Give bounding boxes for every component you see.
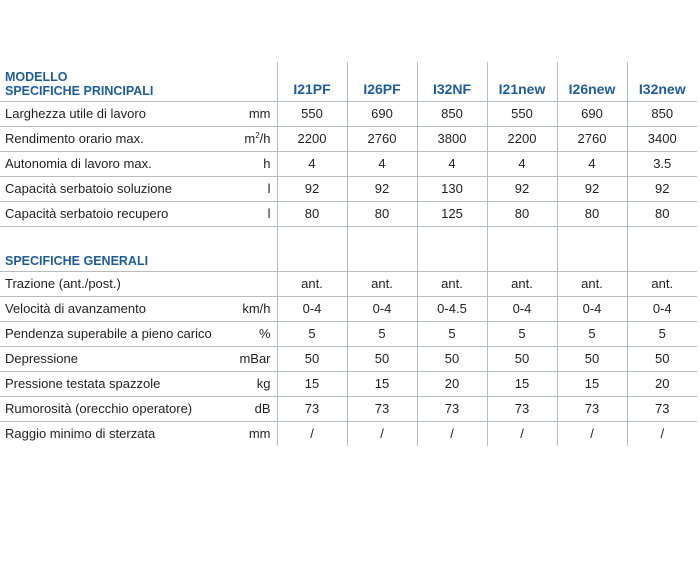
spec-value: 92	[627, 177, 697, 202]
spec-unit: km/h	[216, 297, 277, 322]
spec-value: 2200	[277, 127, 347, 152]
spec-value: 15	[347, 372, 417, 397]
section-title-general: SPECIFICHE GENERALI	[0, 248, 277, 272]
spacer-cell	[347, 248, 417, 272]
spacer-cell	[277, 248, 347, 272]
unit-rest: /h	[259, 131, 271, 146]
spec-unit: l	[216, 202, 277, 227]
spec-value: 50	[487, 347, 557, 372]
spec-row	[0, 322, 697, 347]
model-name: I26new	[557, 62, 627, 102]
spec-value: 690	[557, 102, 627, 127]
spec-unit	[216, 127, 277, 152]
spec-value: 50	[417, 347, 487, 372]
spec-value: 5	[347, 322, 417, 347]
spacer-cell	[347, 227, 417, 249]
spec-value: /	[487, 422, 557, 447]
spec-value: 50	[277, 347, 347, 372]
spec-value: ant.	[417, 272, 487, 297]
spec-value: 73	[417, 397, 487, 422]
spec-row	[0, 127, 697, 152]
spec-value: 850	[417, 102, 487, 127]
spec-row	[0, 347, 697, 372]
spec-value: 3400	[627, 127, 697, 152]
spec-value: 4	[487, 152, 557, 177]
header-row	[0, 62, 697, 102]
spec-value: 20	[417, 372, 487, 397]
spec-unit	[216, 272, 277, 297]
spec-value: /	[277, 422, 347, 447]
model-name: I21new	[487, 62, 557, 102]
spacer-cell	[627, 227, 697, 249]
spec-row	[0, 177, 697, 202]
spec-row	[0, 372, 697, 397]
spec-value: 0-4	[557, 297, 627, 322]
spec-unit: mm	[248, 426, 271, 441]
spec-row	[0, 102, 697, 127]
spec-value: 73	[347, 397, 417, 422]
spec-value: 3800	[417, 127, 487, 152]
spec-row	[0, 397, 697, 422]
spec-value: 73	[627, 397, 697, 422]
spec-value: 80	[487, 202, 557, 227]
spec-value: 5	[417, 322, 487, 347]
spec-value: 50	[347, 347, 417, 372]
spec-label: Rendimento orario max.	[0, 127, 216, 152]
spec-row	[0, 152, 697, 177]
spacer-cell	[417, 248, 487, 272]
spec-row	[0, 422, 697, 447]
spec-value: 550	[277, 102, 347, 127]
spacer-cell	[487, 248, 557, 272]
spec-label: Trazione (ant./post.)	[0, 272, 216, 297]
spacer-cell	[0, 227, 277, 249]
spec-value: 4	[347, 152, 417, 177]
spec-value: ant.	[487, 272, 557, 297]
spec-value: 2200	[487, 127, 557, 152]
spec-value: 80	[277, 202, 347, 227]
unit-base: m	[244, 131, 256, 146]
spec-unit: kg	[216, 372, 277, 397]
spec-table	[0, 62, 697, 446]
spec-value: 92	[347, 177, 417, 202]
spec-unit: h	[216, 152, 277, 177]
spec-value: 50	[627, 347, 697, 372]
spec-value: 0-4.5	[417, 297, 487, 322]
spec-value: 15	[487, 372, 557, 397]
spec-label: Rumorosità (orecchio operatore)	[0, 397, 216, 422]
spec-value: 0-4	[347, 297, 417, 322]
spec-value: 0-4	[487, 297, 557, 322]
spec-value: 15	[277, 372, 347, 397]
spacer-cell	[277, 227, 347, 249]
spec-unit: l	[216, 177, 277, 202]
spec-value: 125	[417, 202, 487, 227]
spec-unit: %	[216, 322, 277, 347]
spec-value: 50	[557, 347, 627, 372]
model-name: I21PF	[277, 62, 347, 102]
spacer-cell	[627, 248, 697, 272]
spec-value: 130	[417, 177, 487, 202]
spec-label: Pendenza superabile a pieno carico	[0, 322, 216, 347]
spec-label: Velocità di avanzamento	[0, 297, 216, 322]
spacer-cell	[487, 227, 557, 249]
spec-value: 3.5	[627, 152, 697, 177]
spec-value: /	[627, 422, 697, 447]
spec-value: 5	[627, 322, 697, 347]
spec-value: 850	[627, 102, 697, 127]
spec-value: 73	[487, 397, 557, 422]
section-title-main: MODELLO SPECIFICHE PRINCIPALI	[0, 62, 277, 102]
spec-label: Capacità serbatoio recupero	[0, 202, 216, 227]
spacer-cell	[557, 227, 627, 249]
spec-value: 0-4	[277, 297, 347, 322]
spec-value: 4	[417, 152, 487, 177]
spec-value: 550	[487, 102, 557, 127]
spec-value: /	[417, 422, 487, 447]
spec-unit: dB	[216, 397, 277, 422]
spec-value: 92	[557, 177, 627, 202]
spec-label: Depressione	[0, 347, 216, 372]
section-row	[0, 248, 697, 272]
spec-value: /	[557, 422, 627, 447]
spec-value: 92	[277, 177, 347, 202]
spec-label: Raggio minimo di sterzata	[5, 426, 156, 441]
model-name: I32NF	[417, 62, 487, 102]
spec-value: 2760	[557, 127, 627, 152]
spec-value: 73	[557, 397, 627, 422]
spec-value: 15	[557, 372, 627, 397]
spec-value: 690	[347, 102, 417, 127]
spec-unit: mBar	[216, 347, 277, 372]
spec-value: 5	[277, 322, 347, 347]
spec-label: Pressione testata spazzole	[0, 372, 216, 397]
spec-value: 20	[627, 372, 697, 397]
spec-value: 73	[277, 397, 347, 422]
spacer-cell	[417, 227, 487, 249]
spec-value: ant.	[347, 272, 417, 297]
spec-value: 80	[347, 202, 417, 227]
spec-value: ant.	[627, 272, 697, 297]
spacer-row	[0, 227, 697, 249]
spec-value: 80	[557, 202, 627, 227]
spec-value: 0-4	[627, 297, 697, 322]
spec-label: Larghezza utile di lavoro	[0, 102, 216, 127]
spec-row	[0, 272, 697, 297]
model-name: I32new	[627, 62, 697, 102]
spec-value: 5	[557, 322, 627, 347]
spec-value: 92	[487, 177, 557, 202]
spec-value: 4	[277, 152, 347, 177]
spec-unit: mm	[216, 102, 277, 127]
spec-value: 2760	[347, 127, 417, 152]
spacer-cell	[557, 248, 627, 272]
spec-value: 80	[627, 202, 697, 227]
spec-value: /	[347, 422, 417, 447]
spec-value: 5	[487, 322, 557, 347]
spec-value: ant.	[277, 272, 347, 297]
unit-exponent: 2	[255, 131, 260, 140]
model-name: I26PF	[347, 62, 417, 102]
spec-row	[0, 202, 697, 227]
spec-value: 4	[557, 152, 627, 177]
spec-value: ant.	[557, 272, 627, 297]
spec-label: Capacità serbatoio soluzione	[0, 177, 216, 202]
spec-label: Autonomia di lavoro max.	[0, 152, 216, 177]
spec-row	[0, 297, 697, 322]
